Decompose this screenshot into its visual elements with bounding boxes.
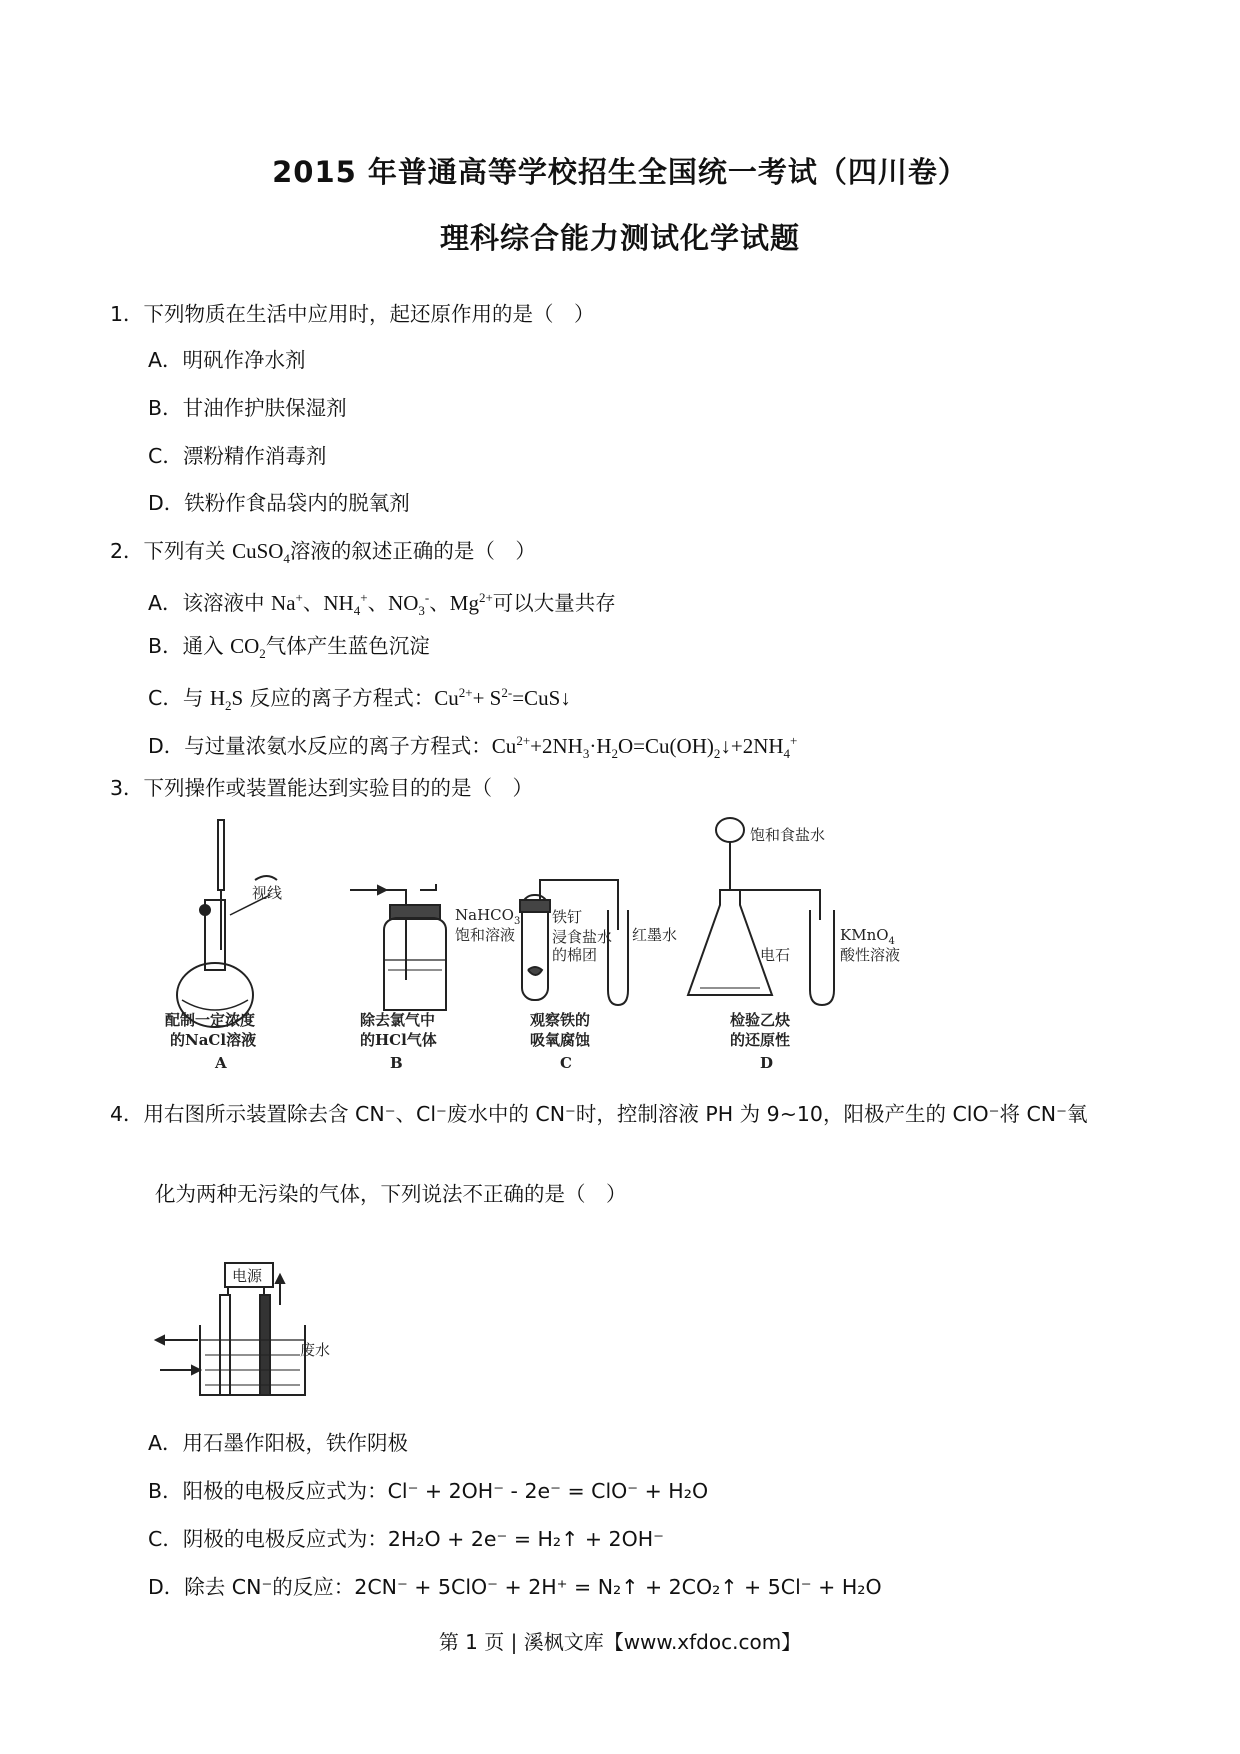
fig-b-caption-line1: 除去氯气中 — [360, 1011, 436, 1029]
fig-d-acetylene — [688, 818, 834, 1005]
fig-b-wash-bottle — [350, 884, 446, 1010]
fig-d-label2: 电石 — [760, 946, 791, 964]
fig-b-caption-line2: 的HCl气体 — [360, 1031, 437, 1049]
q4-stem-line1: 4．用右图所示装置除去含 CN⁻、Cl⁻废水中的 CN⁻时，控制溶液 PH 为 9~10，阳极产生的 ClO⁻将 CN⁻氧 — [110, 1102, 1088, 1126]
q4-option-d: D．除去 CN⁻的反应：2CN⁻ + 5ClO⁻ + 2H⁺ = N₂↑ + 2CO₂↑ + 5Cl⁻ + H₂O — [148, 1575, 882, 1599]
fig-a-flask — [177, 820, 277, 1027]
fig-a-label: 视线 — [252, 884, 283, 902]
fig-c-label2: 浸食盐水 — [552, 928, 613, 946]
q2-option-c: C．与 $H_2S$ 反应的离子方程式：$Cu^{2+}+$ $S^{2-}=CuS↓$ — [148, 685, 571, 713]
q4-option-b: B．阳极的电极反应式为：Cl⁻ + 2OH⁻ - 2e⁻ = ClO⁻ + H₂O — [148, 1479, 709, 1503]
q4-option-a: A．用石墨作阳极，铁作阴极 — [148, 1431, 409, 1455]
fig-a-caption-line2: 的NaCl溶液 — [170, 1031, 257, 1049]
q2-option-a: A．该溶液中 Na+、$NH_4^+$、$NO_3^-$、$Mg^{2+}$可以大量共存 — [148, 590, 616, 618]
fig-c-label3: 的棉团 — [552, 946, 598, 964]
fig-b-label2: 饱和溶液 — [455, 926, 516, 944]
q2-stem: 2．下列有关 CuSO$_4$溶液的叙述正确的是（ ） — [110, 539, 536, 567]
q4-option-c: C．阴极的电极反应式为：2H₂O + 2e⁻ = H₂↑ + 2OH⁻ — [148, 1527, 664, 1551]
fig-c-caption-line2: 吸氧腐蚀 — [530, 1031, 591, 1049]
q1-option-a: A．明矾作净水剂 — [148, 348, 306, 372]
q1-option-c: C．漂粉精作消毒剂 — [148, 444, 327, 468]
fig-c-caption-line1: 观察铁的 — [530, 1011, 591, 1029]
q4-electrolysis-figure — [150, 1245, 350, 1400]
fig-d-caption-line1: 检验乙炔 — [730, 1011, 791, 1029]
q3-apparatus-figure — [160, 810, 920, 1070]
fig-c-letter: C — [560, 1054, 572, 1070]
q1-option-d: D．铁粉作食品袋内的脱氧剂 — [148, 491, 410, 515]
q2-option-d: D．与过量浓氨水反应的离子方程式：$Cu^{2+}+2NH_3\cdot H_2O=Cu(OH)_2↓+2NH_4^+$ — [148, 733, 798, 761]
fig-d-label1: 饱和食盐水 — [750, 826, 826, 844]
exam-subtitle: 理科综合能力测试化学试题 — [439, 221, 800, 255]
exam-title: 2015 年普通高等学校招生全国统一考试（四川卷） — [272, 155, 968, 189]
q4-fig-water-label: 废水 — [300, 1341, 331, 1359]
q2-option-b: B．通入 $CO_2$气体产生蓝色沉淀 — [148, 634, 430, 662]
fig-d-label4: 酸性溶液 — [840, 946, 901, 964]
fig-d-label3: KMnO$_4$ — [840, 926, 895, 947]
fig-a-letter: A — [215, 1054, 227, 1070]
q4-fig-power-label: 电源 — [232, 1267, 263, 1285]
fig-c-label1: 铁钉 — [552, 908, 583, 926]
q1-option-b: B．甘油作护肤保湿剂 — [148, 396, 347, 420]
fig-b-label1: NaHCO$_3$ — [455, 906, 521, 927]
fig-d-caption-line2: 的还原性 — [730, 1031, 791, 1049]
fig-d-letter: D — [760, 1054, 774, 1070]
q3-stem: 3．下列操作或装置能达到实验目的的是（ ） — [110, 776, 534, 800]
q1-stem: 1．下列物质在生活中应用时，起还原作用的是（ ） — [110, 302, 595, 326]
q4-stem-line2: 化为两种无污染的气体，下列说法不正确的是（ ） — [155, 1182, 627, 1206]
fig-c-label4: 红墨水 — [632, 926, 678, 944]
page-footer: 第 1 页 | 溪枫文库【www.xfdoc.com】 — [438, 1630, 802, 1654]
fig-a-caption-line1: 配制一定浓度 — [165, 1011, 256, 1029]
fig-b-letter: B — [390, 1054, 403, 1070]
